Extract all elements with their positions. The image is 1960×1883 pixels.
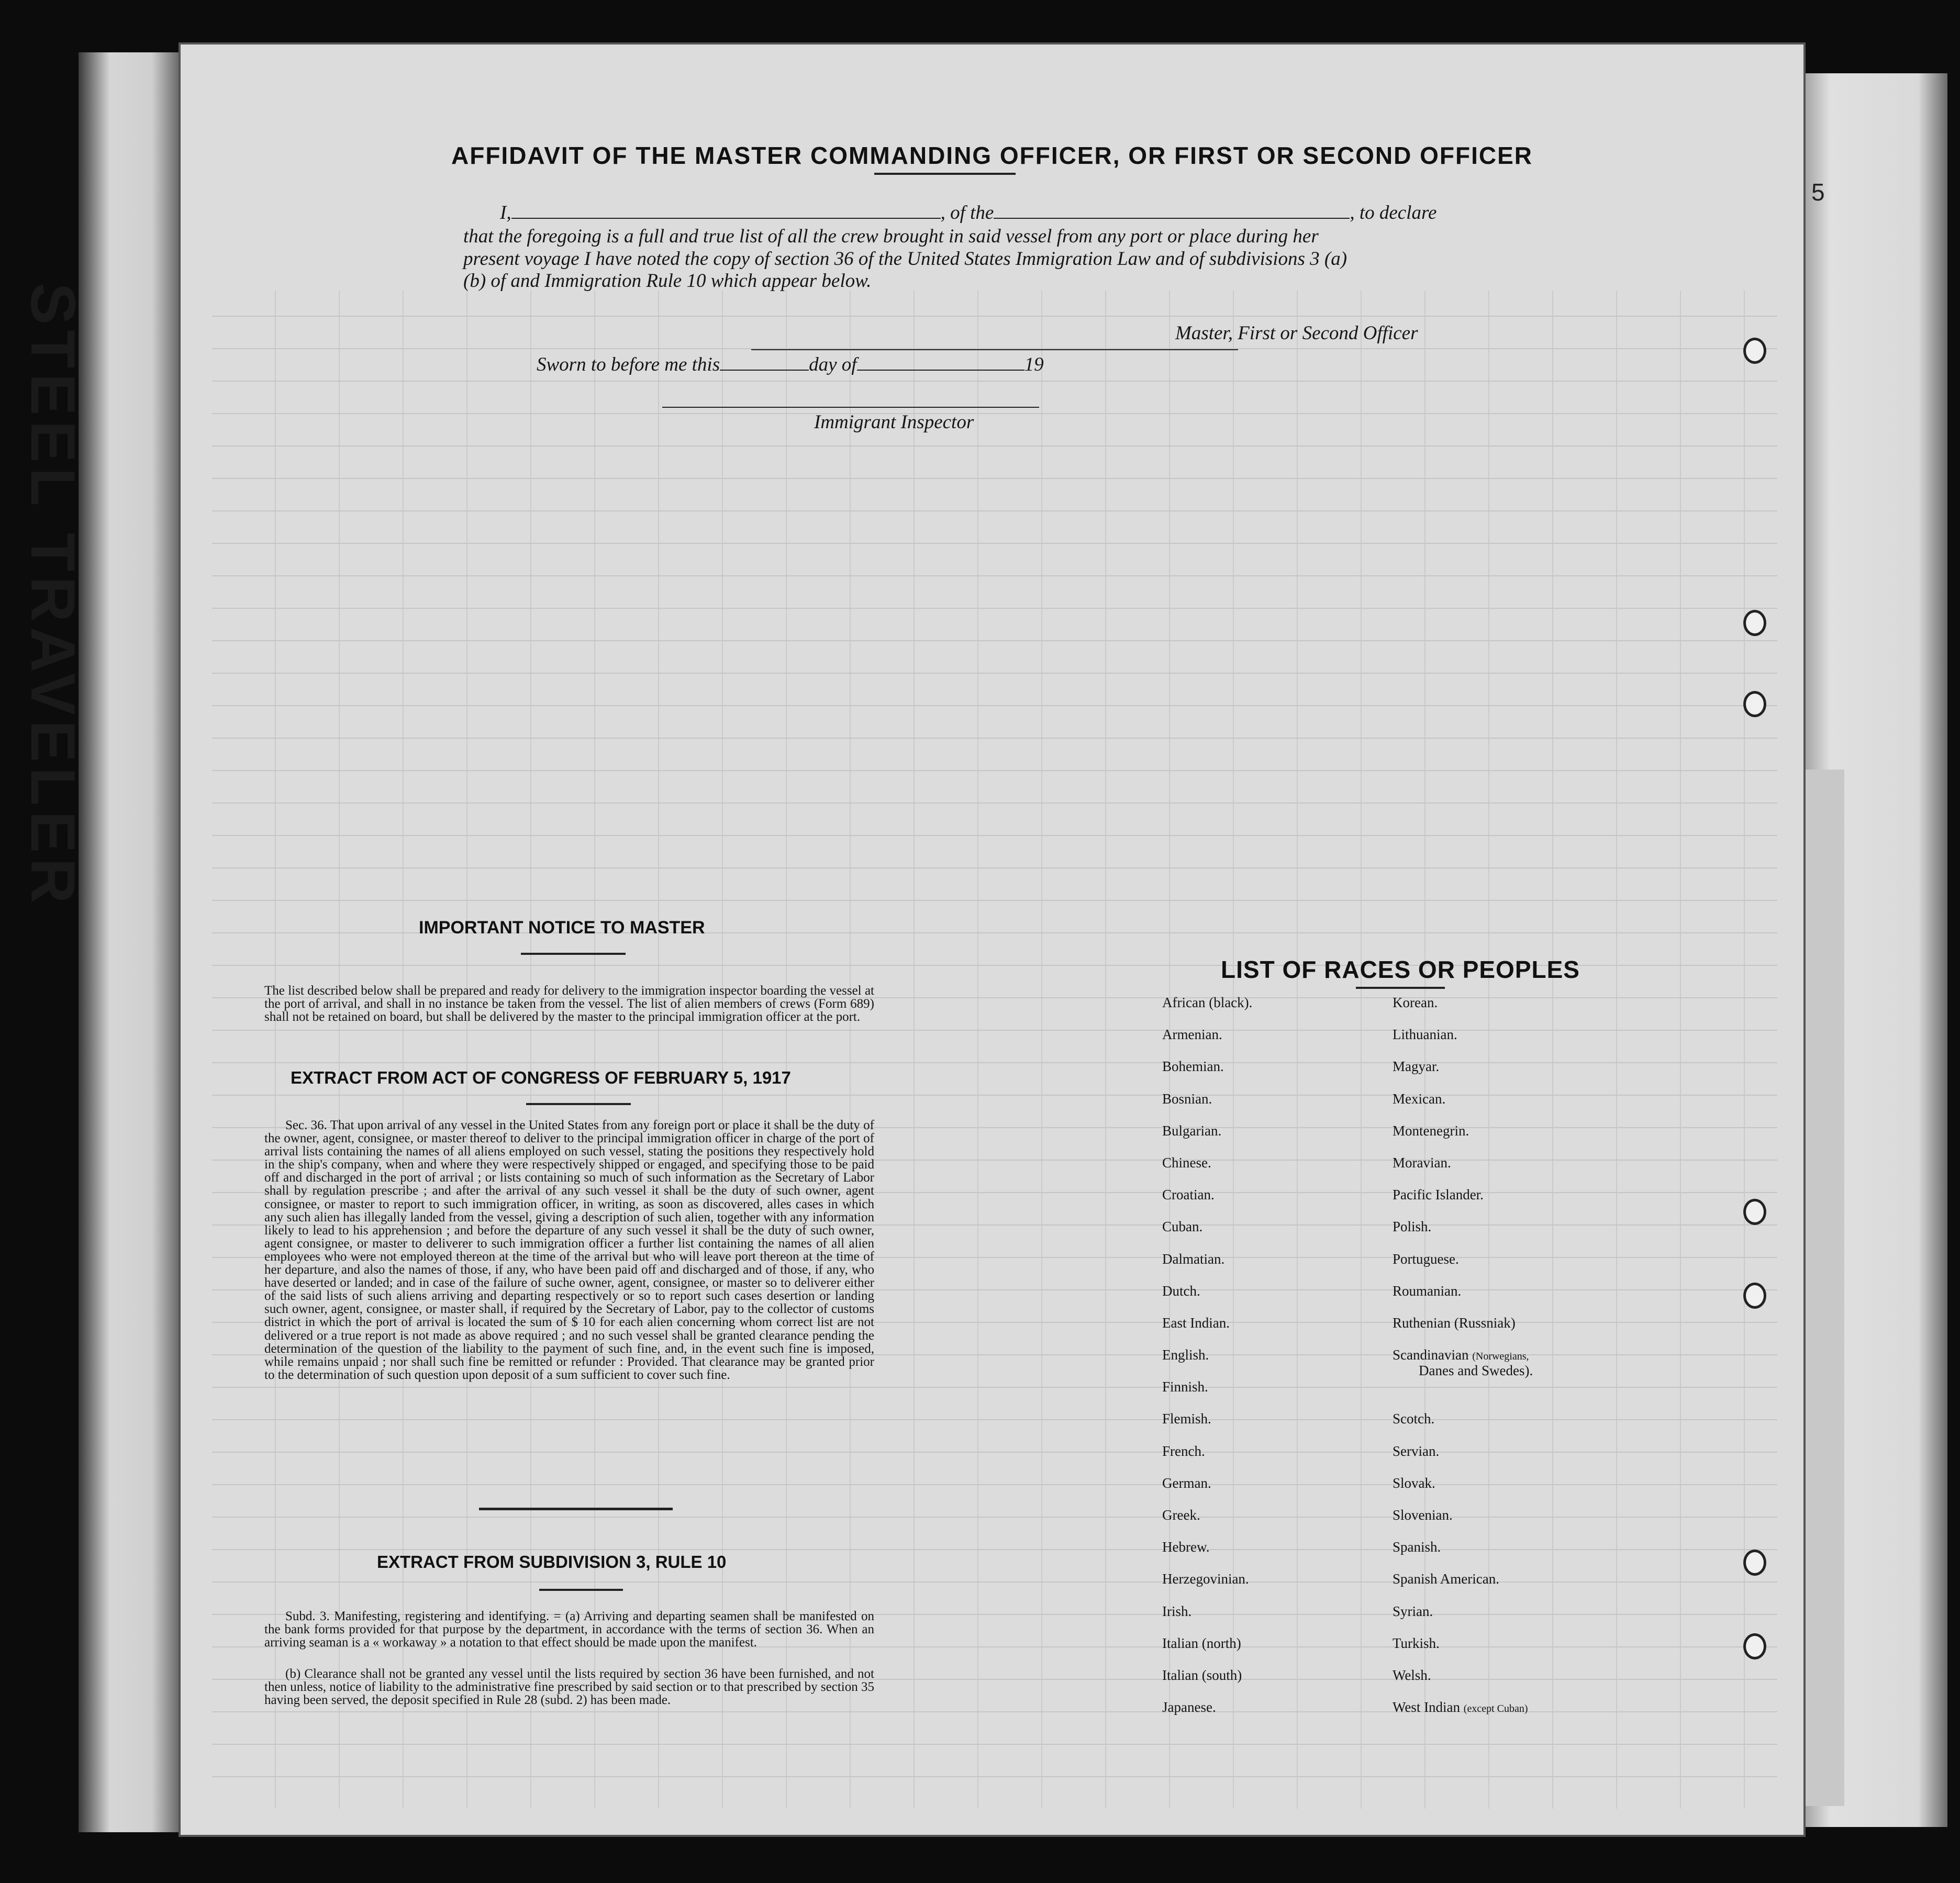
race-name: Scandinavian	[1393, 1347, 1469, 1363]
declare-prefix: I,	[500, 202, 511, 224]
race-item-scandinavian	[1393, 1347, 1533, 1363]
section-divider	[479, 1508, 673, 1510]
extract-rule-underline	[539, 1589, 623, 1591]
binder-hole	[1743, 1283, 1766, 1309]
races-underline	[1356, 987, 1445, 989]
master-signature-line	[751, 349, 1238, 350]
right-page-edge-lower	[1801, 770, 1844, 1806]
declare-suffix: , to declare	[1350, 202, 1437, 224]
race-item: Slovak.	[1393, 1475, 1435, 1491]
extract-rule-text-a: Subd. 3. Manifesting, registering and identifying. = (a) Arriving and departing seamen shall be manifested on the bank forms provided for that purpose by the department, in accordance with the terms of section 36. When an arriving seaman is a « workaway » a notation to that effect should be made upon the manifest.	[264, 1609, 874, 1650]
sworn-line	[537, 353, 1044, 376]
race-item: Bosnian.	[1162, 1090, 1212, 1107]
inspector-label: Immigrant Inspector	[814, 411, 974, 433]
race-item: German.	[1162, 1475, 1211, 1491]
race-item: Croatian.	[1162, 1187, 1215, 1203]
race-item: Spanish American.	[1393, 1571, 1499, 1587]
race-item: Italian (north)	[1162, 1635, 1241, 1651]
race-item: Armenian.	[1162, 1027, 1222, 1043]
notice-text: The list described below shall be prepared and ready for delivery to the immigration inspector boarding the vessel at the port of arrival, and shall in no instance be taken from the vessel. The list of alien members of crews (Form 689) shall not be retained on board, but shall be delivered by the master to the principal immigration officer at the port.	[264, 984, 874, 1024]
race-item-continuation: Danes and Swedes).	[1419, 1363, 1533, 1379]
master-label: Master, First or Second Officer	[1175, 322, 1418, 344]
race-item: Roumanian.	[1393, 1283, 1462, 1299]
race-item: Dutch.	[1162, 1283, 1200, 1299]
race-item: Bohemian.	[1162, 1059, 1224, 1075]
races-right-column	[1393, 995, 1533, 1731]
notice-heading: IMPORTANT NOTICE TO MASTER	[419, 918, 705, 938]
document-page	[181, 44, 1803, 1835]
race-item: Servian.	[1393, 1443, 1440, 1459]
race-note: (Norwegians,	[1472, 1351, 1529, 1363]
affidavit-line-3: present voyage I have noted the copy of section 36 of the United States Immigration Law and of subdivisions 3 (a)	[463, 248, 1348, 270]
extract-act-text: Sec. 36. That upon arrival of any vessel in the United States from any foreign port or place it shall be the duty of the owner, agent, consignee, or master thereof to deliver to the principal immigration officer in charge of the port of arrival lists containing the names of all aliens employed on such vessel, stating the positions they respectively hold in the ship's company, when and where they were respectively shipped or engaged, and specifying those to be paid off and discharged in the port of arrival ; or lists containing so much of such information as the Secretary of Labor shall by regulation prescribe ; and after the arrival of any such vessel it shall be the duty of such owner, agent consignee, or master to report to such immigration officer, in writing, as soon as discovered, alles cases in which any such alien has illegally landed from the vessel, giving a description of such alien, together with any information likely to lead to his apprehension ; and before the departure of any such vessel it shall be the duty of such owner, agent consignee, or master to deliverer to such immigration officer a further list containing the names of all alien employees who were not employed thereon at the time of the arrival but who will leave port thereon at the time of her departure, and also the names of those, if any, who have been paid off and discharged and of those, if any, who have deserted or landed; and in case of the failure of suche owner, agent, consignee, or master so to deliverer either of the said lists of such aliens arriving and departing respectively or so to report such cases desertion or landing such owner, agent, consignee, or master shall, if required by the Secretary of Labor, pay to the collector of customs district in which the port of arrival is located the sum of $ 10 for each alien concerning whom correct list are not delivered or a true report is not made as above required ; and no such vessel shall be granted clearance pending the determination of the question of the liability to the payment of such fine, and, in the event such fine is imposed, while remains unpaid ; nor shall such fine be remitted or refunder : Provided. That clearance may be granted prior to the determination of such question upon deposit of a sum sufficient to cover such fine.	[264, 1118, 874, 1382]
binder-hole	[1743, 338, 1766, 364]
race-item: Portuguese.	[1393, 1251, 1459, 1267]
affidavit-line-1	[500, 202, 1436, 224]
extract-rule-text-b: (b) Clearance shall not be granted any vessel until the lists required by section 36 have been furnished, and not then unless, notice of liability to the administrative fine prescribed by said section or to that prescribed by section 35 having been served, the deposit specified in Rule 28 (subd. 2) has been made.	[264, 1667, 874, 1708]
binder-hole	[1743, 1199, 1766, 1225]
race-item: Italian (south)	[1162, 1667, 1242, 1683]
race-item: Flemish.	[1162, 1411, 1211, 1427]
title-underline	[874, 173, 1016, 175]
notice-underline	[521, 953, 626, 955]
race-item: Scotch.	[1393, 1411, 1435, 1427]
race-item: Dalmatian.	[1162, 1251, 1225, 1267]
affidavit-line-2: that the foregoing is a full and true list of all the crew brought in said vessel from any port or place during her	[463, 226, 1319, 247]
race-item: Lithuanian.	[1393, 1027, 1457, 1043]
extract-act-heading: EXTRACT FROM ACT OF CONGRESS OF FEBRUARY 5, 1917	[291, 1068, 791, 1087]
side-page-number: 5	[1811, 179, 1825, 206]
race-name: West Indian	[1393, 1699, 1461, 1715]
races-left-column	[1162, 995, 1252, 1731]
race-item: Polish.	[1393, 1219, 1432, 1235]
race-item: English.	[1162, 1347, 1209, 1363]
ghost-grid-bleedthrough	[212, 291, 1777, 1809]
race-item: Irish.	[1162, 1603, 1192, 1619]
race-item: Bulgarian.	[1162, 1122, 1222, 1139]
race-item: Moravian.	[1393, 1154, 1451, 1171]
inspector-signature-line	[662, 407, 1039, 408]
binder-hole	[1743, 1550, 1766, 1576]
race-item: Chinese.	[1162, 1154, 1211, 1171]
extract-rule-heading: EXTRACT FROM SUBDIVISION 3, RULE 10	[377, 1552, 727, 1572]
race-item: Turkish.	[1393, 1635, 1440, 1651]
affidavit-line-4: (b) of and Immigration Rule 10 which appear below.	[463, 270, 872, 292]
race-item: Welsh.	[1393, 1667, 1431, 1683]
race-item: Ruthenian (Russniak)	[1393, 1314, 1516, 1331]
race-item-west-indian	[1393, 1699, 1533, 1731]
races-title: LIST OF RACES OR PEOPLES	[1221, 956, 1580, 983]
left-binding-strip	[79, 52, 183, 1832]
sworn-year: 19	[1024, 354, 1044, 375]
race-item: Japanese.	[1162, 1699, 1216, 1715]
sworn-day-of: day of	[809, 354, 857, 375]
race-item: Syrian.	[1393, 1603, 1433, 1619]
race-item: Greek.	[1162, 1507, 1200, 1523]
binder-hole	[1743, 610, 1766, 636]
race-item: Magyar.	[1393, 1059, 1440, 1075]
race-item: Montenegrin.	[1393, 1122, 1469, 1139]
race-item: Cuban.	[1162, 1219, 1203, 1235]
declare-of-the: , of the	[940, 202, 994, 224]
binder-hole	[1743, 691, 1766, 717]
affidavit-title: AFFIDAVIT OF THE MASTER COMMANDING OFFICER, OR FIRST OR SECOND OFFICER	[451, 142, 1533, 169]
sworn-month-blank	[857, 370, 1024, 371]
race-item: French.	[1162, 1443, 1205, 1459]
race-item: Finnish.	[1162, 1379, 1208, 1395]
race-item: African (black).	[1162, 995, 1253, 1010]
name-blank	[511, 218, 941, 219]
sworn-prefix: Sworn to before me this	[537, 354, 720, 375]
binder-hole	[1743, 1633, 1766, 1659]
vessel-blank	[994, 218, 1350, 219]
race-item: East Indian.	[1162, 1314, 1230, 1331]
sworn-day-blank	[720, 370, 809, 371]
race-item: Hebrew.	[1162, 1539, 1210, 1555]
extract-act-underline	[526, 1103, 631, 1105]
spine-label: STEEL TRAVELER	[18, 283, 88, 909]
race-item: Pacific Islander.	[1393, 1187, 1484, 1203]
race-item: Slovenian.	[1393, 1507, 1453, 1523]
race-item: Mexican.	[1393, 1090, 1446, 1107]
race-item: Korean.	[1393, 995, 1438, 1010]
race-item: Herzegovinian.	[1162, 1571, 1249, 1587]
race-note: (except Cuban)	[1463, 1703, 1528, 1715]
race-item: Spanish.	[1393, 1539, 1441, 1555]
